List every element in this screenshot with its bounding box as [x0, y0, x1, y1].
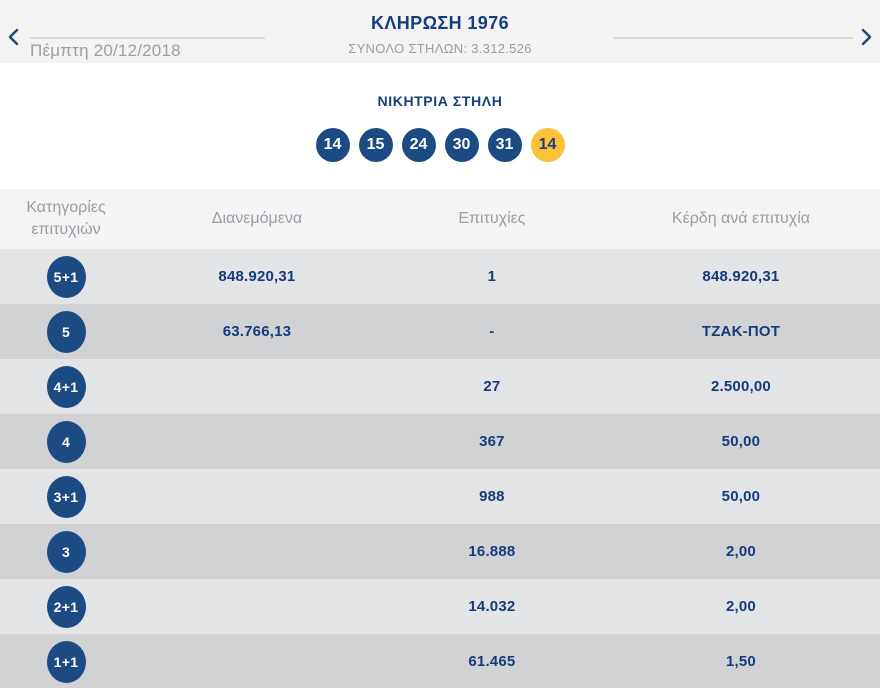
table-row: [0, 524, 880, 579]
winners-cell: 1: [382, 249, 602, 304]
prize-cell: 50,00: [602, 414, 880, 469]
winning-number-ball: 30: [445, 128, 479, 162]
table-row: [0, 579, 880, 634]
distributed-cell: [132, 414, 382, 469]
winners-cell: 61.465: [382, 634, 602, 688]
joker-number-ball: 14: [531, 128, 565, 162]
chevron-right-icon: [861, 28, 873, 46]
draw-date: Πέμπτη 20/12/2018: [30, 41, 181, 60]
winning-numbers-row: [0, 128, 880, 162]
total-columns-label: ΣΥΝΟΛΟ ΣΤΗΛΩΝ: 3.312.526: [348, 41, 532, 56]
category-badge: 4: [47, 421, 86, 463]
distributed-cell: [132, 524, 382, 579]
table-row: [0, 249, 880, 304]
prize-cell: 50,00: [602, 469, 880, 524]
winners-cell: -: [382, 304, 602, 359]
winners-cell: 16.888: [382, 524, 602, 579]
category-badge: 3+1: [47, 476, 86, 518]
category-badge: 5: [47, 311, 86, 353]
winning-number-ball: 15: [359, 128, 393, 162]
draw-title-block: [0, 13, 880, 56]
prize-cell: 848.920,31: [602, 249, 880, 304]
prize-cell: 2,00: [602, 579, 880, 634]
table-row: [0, 304, 880, 359]
category-badge: 5+1: [47, 256, 86, 298]
column-header-distributed: Διανεμόμενα: [132, 189, 382, 249]
winners-cell: 367: [382, 414, 602, 469]
prize-results-table: [0, 189, 880, 688]
table-header-row: [0, 189, 880, 249]
winning-number-ball: 14: [316, 128, 350, 162]
column-header-categories: Κατηγορίες επιτυχιών: [0, 189, 132, 249]
winners-cell: 27: [382, 359, 602, 414]
prize-cell: 2.500,00: [602, 359, 880, 414]
distributed-cell: [132, 469, 382, 524]
column-header-winners: Επιτυχίες: [382, 189, 602, 249]
category-badge: 4+1: [47, 366, 86, 408]
winning-number-ball: 31: [488, 128, 522, 162]
distributed-cell: [132, 579, 382, 634]
prize-cell: ΤΖΑΚ-ΠΟΤ: [602, 304, 880, 359]
distributed-cell: [132, 634, 382, 688]
winning-number-ball: 24: [402, 128, 436, 162]
prize-cell: 2,00: [602, 524, 880, 579]
winners-cell: 988: [382, 469, 602, 524]
table-row: [0, 414, 880, 469]
winning-column-title: ΝΙΚΗΤΡΙΑ ΣΤΗΛΗ: [377, 93, 503, 109]
column-header-prize: Κέρδη ανά επιτυχία: [602, 189, 880, 249]
table-row: [0, 359, 880, 414]
table-row: [0, 634, 880, 688]
distributed-cell: 63.766,13: [132, 304, 382, 359]
distributed-cell: 848.920,31: [132, 249, 382, 304]
category-badge: 2+1: [47, 586, 86, 628]
table-row: [0, 469, 880, 524]
draw-header: [0, 0, 880, 63]
prize-cell: 1,50: [602, 634, 880, 688]
category-badge: 3: [47, 531, 86, 573]
distributed-cell: [132, 359, 382, 414]
winning-column-section: [0, 93, 880, 162]
next-draw-button[interactable]: [857, 27, 877, 47]
draw-title: ΚΛΗΡΩΣΗ 1976: [370, 13, 510, 33]
header-divider-right: [613, 37, 853, 39]
category-badge: 1+1: [47, 641, 86, 683]
winners-cell: 14.032: [382, 579, 602, 634]
